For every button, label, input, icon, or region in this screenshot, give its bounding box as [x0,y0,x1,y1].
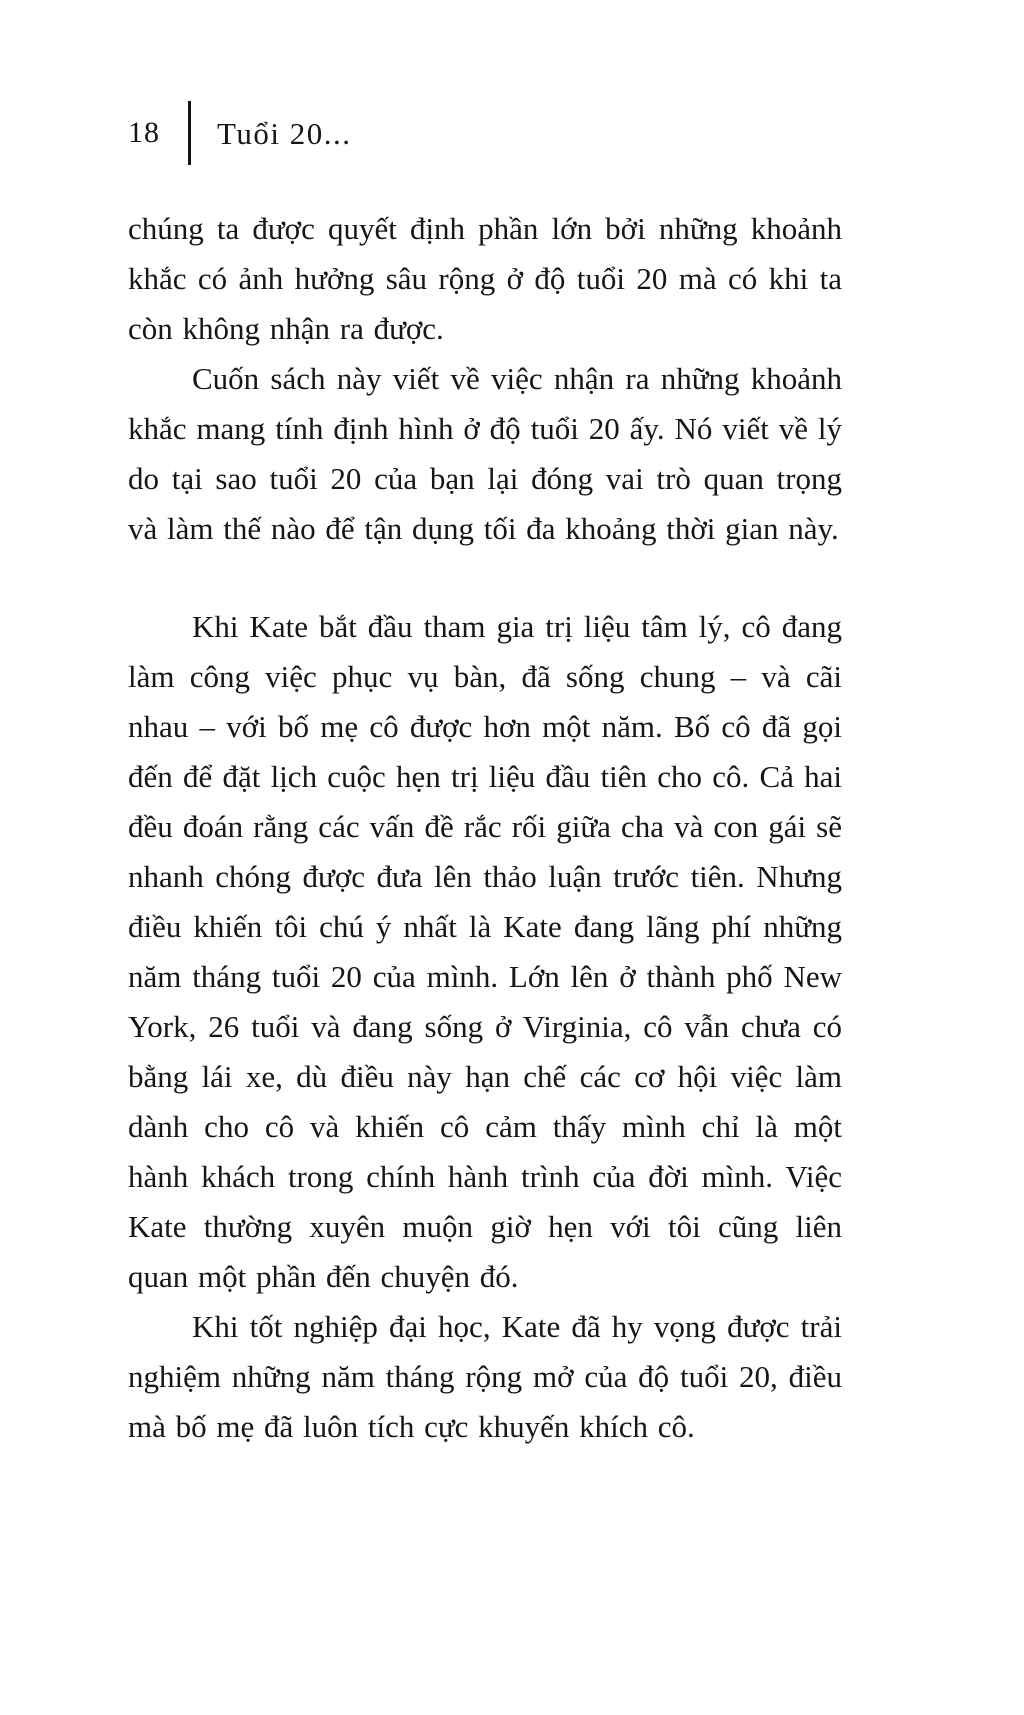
paragraph-continuation: chúng ta được quyết định phần lớn bởi những khoảnh khắc có ảnh hưởng sâu rộng ở độ tuổi 20 mà có khi ta còn không nhận ra được. [128,211,842,346]
book-page [0,100,1024,1715]
paragraph: Khi Kate bắt đầu tham gia trị liệu tâm lý, cô đang làm công việc phục vụ bàn, đã sống chung – và cãi nhau – với bố mẹ cô được hơn một năm. Bố cô đã gọi đến để đặt lịch cuộc hẹn trị liệu đầu tiên cho cô. Cả hai đều đoán rằng các vấn đề rắc rối giữa cha và con gái sẽ nhanh chóng được đưa lên thảo luận trước tiên. Nhưng điều khiến tôi chú ý nhất là Kate đang lãng phí những năm tháng tuổi 20 của mình. Lớn lên ở thành phố New York, 26 tuổi và đang sống ở Virginia, cô vẫn chưa có bằng lái xe, dù điều này hạn chế các cơ hội việc làm dành cho cô và khiến cô cảm thấy mình chỉ là một hành khách trong chính hành trình của đời mình. Việc Kate thường xuyên muộn giờ hẹn với tôi cũng liên quan một phần đến chuyện đó. [128,609,842,1294]
page-number: 18 [128,116,160,149]
running-title: Tuổi 20... [217,115,352,151]
page-header [128,100,1024,166]
paragraph: Cuốn sách này viết về việc nhận ra những khoảnh khắc mang tính định hình ở độ tuổi 20 ấy. Nó viết về lý do tại sao tuổi 20 của bạn lại đóng vai trò quan trọng và làm thế nào để tận dụng tối đa khoảng thời gian này. [128,361,842,546]
header-divider [188,101,191,165]
page-body [128,204,842,1452]
paragraph: Khi tốt nghiệp đại học, Kate đã hy vọng được trải nghiệm những năm tháng rộng mở của độ tuổi 20, điều mà bố mẹ đã luôn tích cực khuyến khích cô. [128,1309,842,1444]
